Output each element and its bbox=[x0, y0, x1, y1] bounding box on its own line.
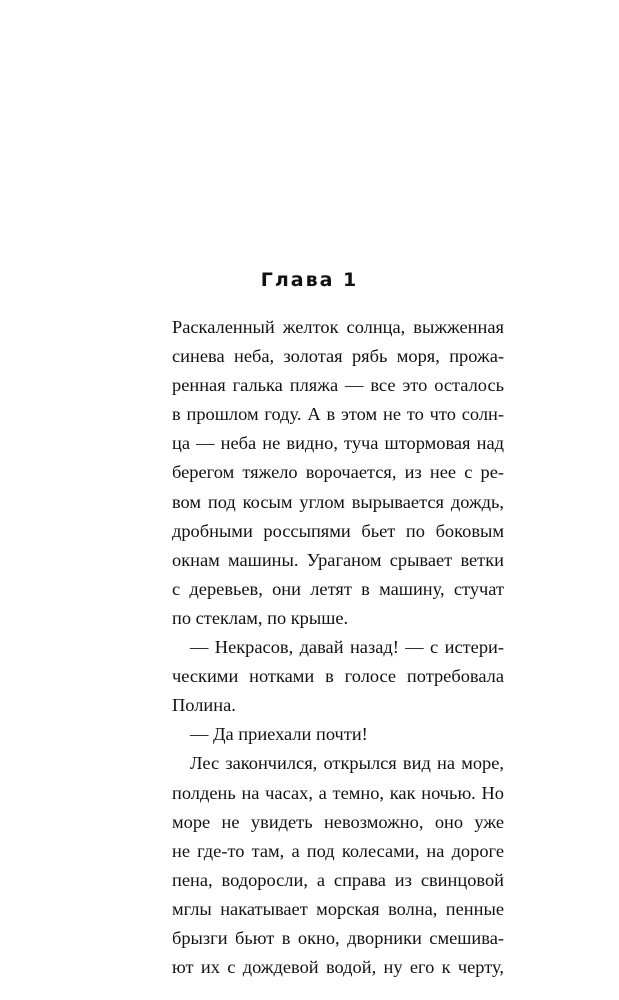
text-line: по стеклам, по крыше. bbox=[172, 607, 349, 628]
text-line: не где-то там, а под колесами, на дороге bbox=[172, 840, 504, 861]
text-line: — Некрасов, давай назад! — с истери- bbox=[190, 637, 504, 658]
text-line: брызги бьют в окно, дворники смешива- bbox=[172, 927, 504, 948]
text-line: пена, водоросли, а справа из свинцовой bbox=[172, 869, 504, 890]
text-line: ренная галька пляжа — все это осталось bbox=[172, 375, 504, 396]
text-line: ют их с дождевой водой, ну его к черту, bbox=[172, 957, 504, 978]
text-line: с деревьев, они летят в машину, стучат bbox=[172, 578, 504, 599]
text-line: полдень на часах, а темно, как ночью. Но bbox=[172, 782, 504, 803]
text-line: дробными россыпями бьет по боковым bbox=[172, 520, 504, 541]
text-line: Лес закончился, открылся вид на море, bbox=[190, 753, 504, 774]
text-line: синева неба, золотая рябь моря, прожа- bbox=[172, 346, 504, 367]
text-line: окнам машины. Ураганом срывает ветки bbox=[172, 549, 504, 570]
text-line: — Да приехали почти! bbox=[190, 724, 368, 745]
text-line: море не увидеть невозможно, оно уже bbox=[172, 811, 504, 832]
text-line: Раскаленный желток солнца, выжженная bbox=[172, 317, 504, 337]
chapter-text bbox=[172, 313, 504, 982]
text-line: ца — неба не видно, туча штормовая над bbox=[172, 433, 504, 454]
text-line: вом под косым углом вырывается дождь, bbox=[172, 491, 504, 512]
text-line: в прошлом году. А в этом не то что солн- bbox=[172, 404, 504, 425]
text-line: берегом тяжело ворочается, из нее с ре- bbox=[172, 462, 504, 483]
chapter-title: Глава 1 bbox=[260, 269, 359, 291]
text-line: Полина. bbox=[172, 695, 236, 716]
text-line: ческими нотками в голосе потребовала bbox=[172, 666, 504, 687]
text-line: мглы накатывает морская волна, пенные bbox=[172, 898, 504, 919]
